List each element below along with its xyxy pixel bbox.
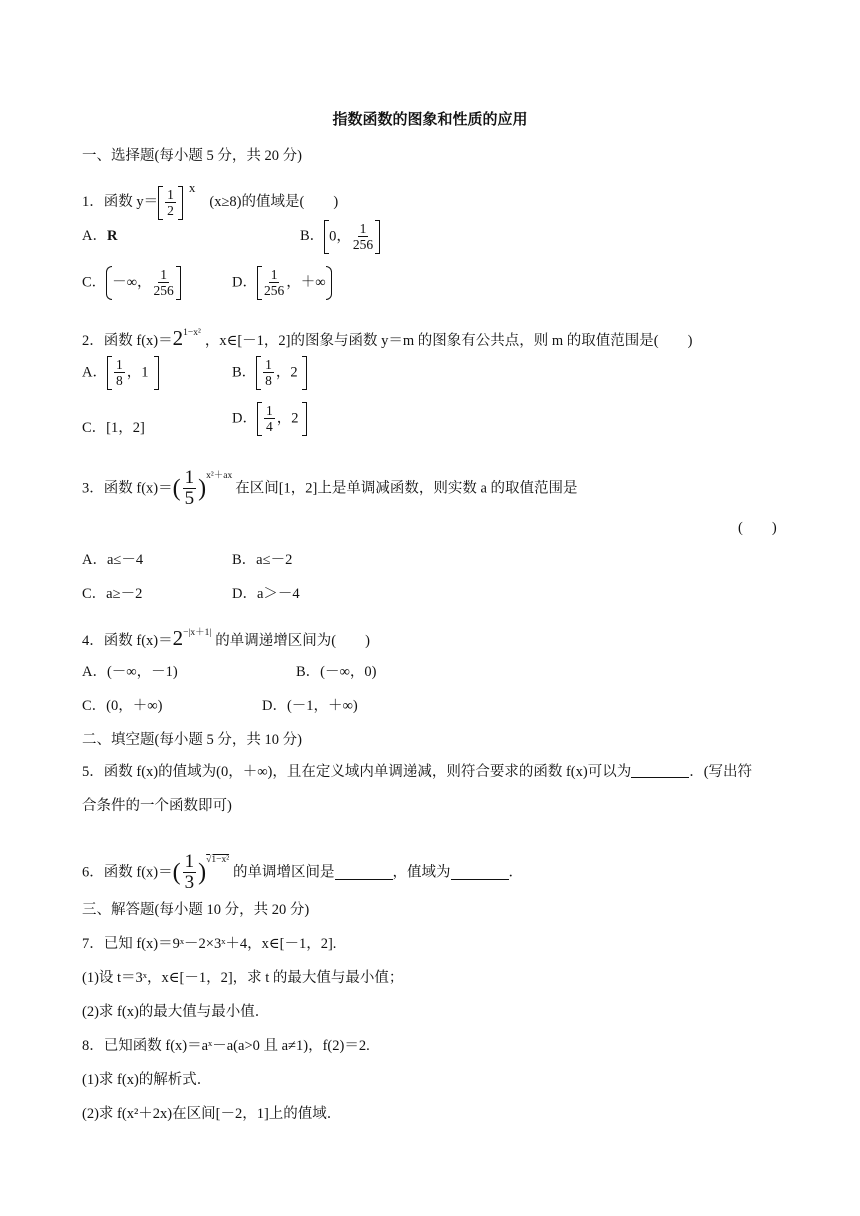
q3-option-c: C．a≥－2: [82, 586, 143, 602]
q1-fraction: $\frac{1}{2}$: [167, 187, 174, 219]
section-heading-choice: 一、选择题(每小题 5 分，共 20 分): [82, 148, 302, 164]
q1-stem-pre: 1．函数 y＝: [82, 194, 159, 210]
question-4-stem: 4．函数 $f(x)=2^{-|x+1|}$ 的单调递增区间为( ): [82, 626, 370, 650]
q2-option-c: C．[1，2]: [82, 420, 145, 436]
question-8-part-1: (1)求 f(x)的解析式．: [82, 1072, 212, 1088]
q2-option-a: A． $\frac{1}{8}$ ，1: [82, 352, 159, 393]
question-6-stem: 6．函数 f(x)＝( $\frac{1}{3}$ )$^{√1-x^2}$的单调增区间是 ，值域为 ．: [82, 851, 524, 894]
question-5-line-2: 合条件的一个函数即可): [82, 798, 232, 814]
question-8-stem: 8．已知函数 f(x)＝aˣ－a(a>0 且 a≠1)，f(2)＝2.: [82, 1038, 370, 1054]
q1-option-b: B． 0， $\frac{1}{256}$: [300, 216, 380, 257]
q2-option-b: B． $\frac{1}{8}$ ，2: [232, 352, 307, 393]
q1-option-a: A．R: [82, 228, 118, 244]
q5-answer-blank[interactable]: [631, 763, 689, 778]
question-8-part-2: (2)求 f(x²＋2x)在区间[－2，1]上的值域．: [82, 1106, 342, 1122]
section-heading-solve: 三、解答题(每小题 10 分，共 20 分): [82, 902, 310, 918]
page-title: 指数函数的图象和性质的应用: [332, 112, 528, 128]
q3-option-b: B．a≤－2: [232, 552, 293, 568]
q4-option-d: D．(－1，＋∞): [262, 698, 358, 714]
question-7-part-2: (2)求 f(x)的最大值与最小值．: [82, 1004, 270, 1020]
q3-option-d: D．a＞－4: [232, 586, 300, 602]
question-3-stem: 3．函数 f(x)＝( $\frac{1}{5}$ )$^{x^2+ax}$在区间[1，2]上是单调减函数，则实数 a 的取值范围是: [82, 467, 578, 510]
question-5-line-1: 5．函数 f(x)的值域为(0，＋∞)，且在定义域内单调递减，则符合要求的函数 f(x)可以为 ．(写出符: [82, 764, 753, 780]
q4-option-b: B．(－∞，0): [296, 664, 377, 680]
question-7-stem: 7．已知 f(x)＝9ˣ－2×3ˣ＋4，x∈[－1，2].: [82, 936, 337, 952]
question-2-stem: 2．函数 $f(x)=2^{1-x^2}$ ，x∈[－1，2]的图象与函数 y＝m 的图象有公共点，则 m 的取值范围是( ): [82, 326, 693, 350]
question-7-part-1: (1)设 t＝3ˣ，x∈[－1，2]，求 t 的最大值与最小值；: [82, 970, 404, 986]
q4-option-a: A．(－∞，－1): [82, 664, 178, 680]
q4-option-c: C．(0，＋∞): [82, 698, 163, 714]
q1-stem-post: (x≥8)的值域是( ): [209, 194, 339, 210]
q1-option-d: D． $\frac{1}{256}$ ，＋∞: [232, 262, 332, 303]
q6-range-blank[interactable]: [451, 865, 509, 880]
q1-option-c: C． －∞， $\frac{1}{256}$: [82, 262, 181, 303]
section-heading-fill: 二、填空题(每小题 5 分，共 10 分): [82, 732, 302, 748]
q2-option-d: D． $\frac{1}{4}$ ，2: [232, 398, 307, 439]
q3-option-a: A．a≤－4: [82, 552, 144, 568]
q6-increasing-interval-blank[interactable]: [335, 865, 393, 880]
q3-answer-paren: ( ): [738, 520, 777, 536]
q1-exponent: x: [188, 180, 196, 195]
